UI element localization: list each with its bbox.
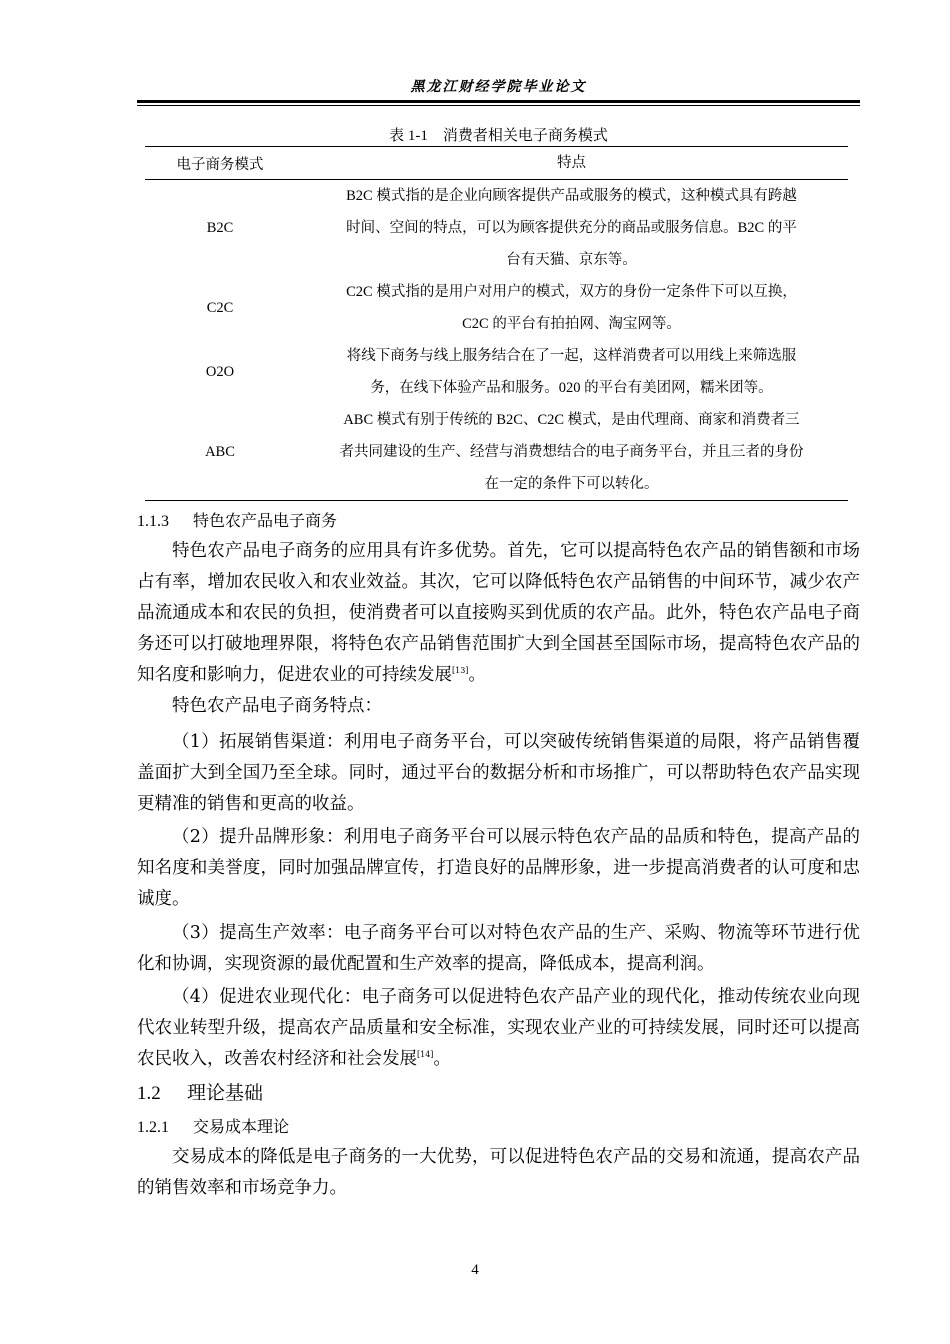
body-paragraph: 特色农产品电子商务特点：	[172, 696, 382, 716]
section-number: 1.1.3	[137, 513, 169, 530]
ecommerce-modes-table	[145, 146, 848, 501]
header-rule-thick	[137, 100, 860, 103]
section-title: 理论基础	[187, 1082, 264, 1104]
table-row	[145, 180, 848, 277]
table-caption: 表 1-1 消费者相关电子商务模式	[389, 128, 608, 144]
mode-cell: B2C	[206, 219, 234, 236]
features-line: C2C 的平台有拍拍网、淘宝网等。	[462, 316, 681, 332]
features-cell	[295, 180, 848, 277]
section-title: 交易成本理论	[193, 1117, 290, 1136]
features-cell	[295, 276, 848, 340]
mode-cell: ABC	[145, 404, 295, 501]
table-row	[145, 276, 848, 340]
column-header-mode: 电子商务模式	[145, 147, 295, 180]
list-paragraph: （3）提高生产效率：电子商务平台可以对特色农产品的生产、采购、物流等环节进行优化和协调，实现资源的最优配置和生产效率的提高，降低成本，提高利润。	[137, 923, 860, 974]
features-line: B2C 模式指的是企业向顾客提供产品或服务的模式，这种模式具有跨越	[346, 188, 797, 204]
section-number: 1.2	[137, 1083, 161, 1104]
column-header-features: 特点	[295, 147, 848, 180]
table-header-row	[145, 147, 848, 180]
features-line: 将线下商务与线上服务结合在了一起，这样消费者可以用线上来筛选服	[346, 348, 797, 364]
features-line: 者共同建设的生产、经营与消费想结合的电子商务平台，并且三者的身份	[339, 444, 804, 460]
list-paragraph: （2）提升品牌形象：利用电子商务平台可以展示特色农产品的品质和特色，提高产品的知名度和美誉度，同时加强品牌宣传，打造良好的品牌形象，进一步提高消费者的认可度和忠诚度。	[137, 827, 860, 909]
header-rule-thin	[137, 105, 860, 106]
features-cell	[295, 340, 848, 404]
page-number: 4	[471, 1262, 479, 1278]
body-paragraph: 交易成本的降低是电子商务的一大优势，可以促进特色农产品的交易和流通，提高农产品的销售效率和市场竞争力。	[137, 1147, 860, 1198]
citation-ref: [14]	[417, 1050, 434, 1060]
body-paragraph: 特色农产品电子商务的应用具有许多优势。首先，它可以提高特色农产品的销售额和市场占有率，增加农民收入和农业效益。其次，它可以降低特色农产品销售的中间环节，减少农产品流通成本和农民的负担，使消费者可以直接购买到优质的农产品。此外，特色农产品电子商务还可以打破地理界限，将特色农产品销售范围扩大到全国甚至国际市场，提高特色农产品的知名度和影响力，促进农业的可持续发展[13]。	[137, 541, 860, 685]
section-heading-1-2-1	[137, 1114, 289, 1137]
citation-ref: [13]	[452, 666, 469, 676]
section-title: 特色农产品电子商务	[193, 511, 338, 530]
features-cell	[295, 404, 848, 501]
features-line: 在一定的条件下可以转化。	[484, 476, 659, 492]
page-header: 黑龙江财经学院毕业论文	[410, 79, 587, 95]
features-line: 台有天猫、京东等。	[506, 252, 637, 268]
mode-cell: C2C	[206, 299, 234, 316]
section-heading-1-2	[137, 1078, 263, 1105]
list-paragraph: （4）促进农业现代化：电子商务可以促进特色农产品产业的现代化，推动传统农业向现代农业转型升级，提高农产品质量和安全标准，实现农业产业的可持续发展，同时还可以提高农民收入，改善农村经济和社会发展[14]。	[137, 987, 860, 1069]
section-heading-1-1-3	[137, 508, 337, 531]
features-line: 务，在线下体验产品和服务。020 的平台有美团网，糯米团等。	[370, 380, 773, 396]
mode-cell: O2O	[205, 363, 235, 380]
features-line: C2C 模式指的是用户对用户的模式，双方的身份一定条件下可以互换，	[346, 284, 797, 300]
section-number: 1.2.1	[137, 1119, 169, 1136]
table-row	[145, 404, 848, 501]
features-line: ABC 模式有别于传统的 B2C、C2C 模式，是由代理商、商家和消费者三	[343, 412, 800, 428]
table-row	[145, 340, 848, 404]
list-paragraph: （1）拓展销售渠道：利用电子商务平台，可以突破传统销售渠道的局限，将产品销售覆盖面扩大到全国乃至全球。同时，通过平台的数据分析和市场推广，可以帮助特色农产品实现更精准的销售和更高的收益。	[137, 732, 860, 814]
features-line: 时间、空间的特点，可以为顾客提供充分的商品或服务信息。B2C 的平	[346, 220, 797, 236]
